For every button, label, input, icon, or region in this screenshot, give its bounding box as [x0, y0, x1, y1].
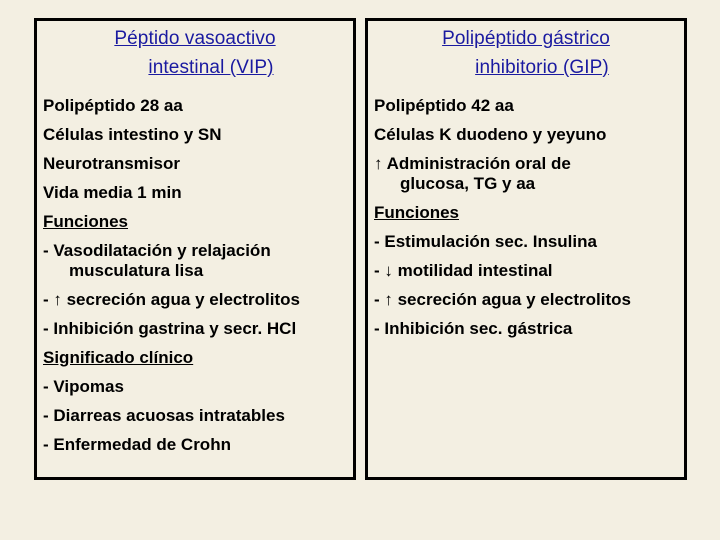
vip-line-3: Vida media 1 min: [43, 183, 182, 202]
vip-title-line2: intestinal (VIP): [148, 57, 274, 78]
gip-line-6: - ↓ motilidad intestinal: [374, 261, 553, 280]
vip-title-line1: Péptido vasoactivo: [114, 28, 276, 49]
vip-title: [43, 24, 347, 82]
vip-line-0: Polipéptido 28 aa: [43, 96, 183, 115]
gip-line-1: Células K duodeno y yeyuno: [374, 125, 607, 144]
vip-line-8: - Inhibición gastrina y secr. HCl: [43, 319, 297, 338]
gip-panel: [365, 18, 687, 480]
vip-line-10: - Vipomas: [43, 377, 124, 396]
gip-title-line2: inhibitorio (GIP): [475, 57, 609, 78]
gip-title-line1: Polipéptido gástrico: [442, 28, 610, 49]
vip-line-2: Neurotransmisor: [43, 154, 180, 173]
gip-line-4: Funciones: [374, 203, 460, 222]
vip-line-4: Funciones: [43, 212, 129, 231]
gip-line-5: - Estimulación sec. Insulina: [374, 232, 597, 251]
vip-line-1: Células intestino y SN: [43, 125, 222, 144]
gip-line-2: ↑ Administración oral de: [374, 154, 571, 173]
vip-line-9: Significado clínico: [43, 348, 194, 367]
gip-title: [374, 24, 678, 82]
vip-line-11: - Diarreas acuosas intratables: [43, 406, 285, 425]
vip-panel: [34, 18, 356, 480]
gip-line-7: - ↑ secreción agua y electrolitos: [374, 290, 631, 309]
gip-line-0: Polipéptido 42 aa: [374, 96, 514, 115]
gip-line-3: glucosa, TG y aa: [400, 174, 536, 193]
vip-line-7: - ↑ secreción agua y electrolitos: [43, 290, 300, 309]
vip-line-6: musculatura lisa: [69, 261, 204, 280]
gip-line-8: - Inhibición sec. gástrica: [374, 319, 573, 338]
vip-line-5: - Vasodilatación y relajación: [43, 241, 271, 260]
vip-description-list: [43, 91, 347, 459]
vip-line-12: - Enfermedad de Crohn: [43, 435, 231, 454]
gip-description-list: [374, 91, 678, 343]
